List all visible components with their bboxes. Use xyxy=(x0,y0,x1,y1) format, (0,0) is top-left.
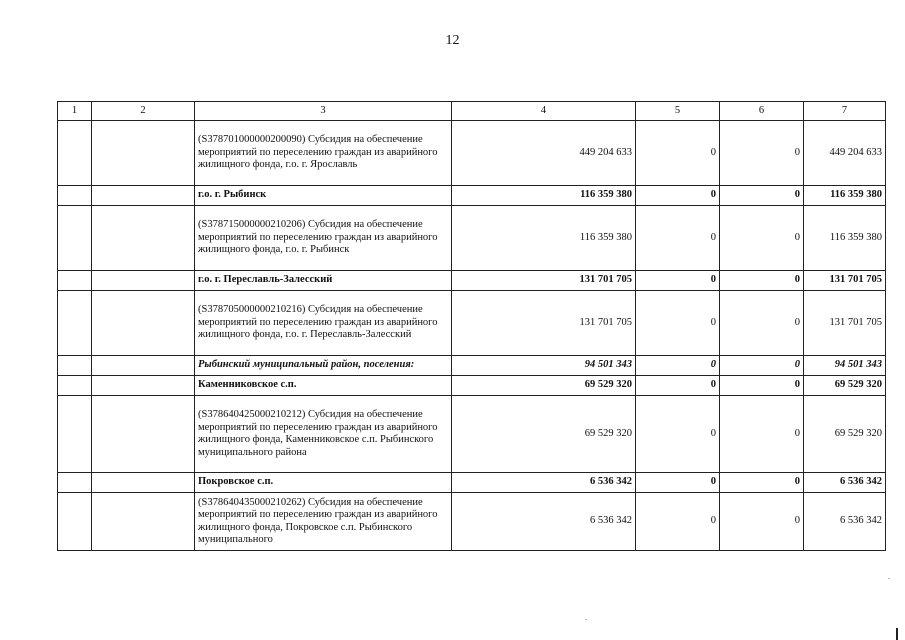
value-col4: 94 501 343 xyxy=(452,356,636,376)
row-code-cell xyxy=(92,121,195,186)
value-col5: 0 xyxy=(636,291,720,356)
value-col7: 6 536 342 xyxy=(804,493,886,551)
row-code-cell xyxy=(92,376,195,396)
value-col5: 0 xyxy=(636,121,720,186)
row-code-cell xyxy=(58,291,92,356)
row-code-cell xyxy=(58,493,92,551)
table-row xyxy=(58,396,886,473)
value-col5: 0 xyxy=(636,493,720,551)
value-col7: 69 529 320 xyxy=(804,376,886,396)
row-code-cell xyxy=(58,186,92,206)
value-col4: 6 536 342 xyxy=(452,493,636,551)
row-code-cell xyxy=(92,291,195,356)
value-col7: 6 536 342 xyxy=(804,473,886,493)
value-col6: 0 xyxy=(720,121,804,186)
scan-speck xyxy=(585,619,587,620)
row-code-cell xyxy=(58,271,92,291)
row-code-cell xyxy=(92,356,195,376)
row-code-cell xyxy=(92,473,195,493)
value-col5: 0 xyxy=(636,186,720,206)
row-code-cell xyxy=(58,356,92,376)
table-row xyxy=(58,291,886,356)
value-col6: 0 xyxy=(720,291,804,356)
table-row xyxy=(58,356,886,376)
value-col6: 0 xyxy=(720,271,804,291)
row-code-cell xyxy=(92,186,195,206)
header-cell: 5 xyxy=(636,102,720,121)
table-row xyxy=(58,493,886,551)
value-col7: 94 501 343 xyxy=(804,356,886,376)
table-row xyxy=(58,473,886,493)
row-name: (S378705000000210216) Субсидия на обеспечение мероприятий по переселению граждан из аварийного жилищного фонда, г.о. г. Переславль-Залесский xyxy=(195,291,452,356)
value-col4: 116 359 380 xyxy=(452,206,636,271)
value-col7: 116 359 380 xyxy=(804,206,886,271)
header-cell: 2 xyxy=(92,102,195,121)
header-row xyxy=(58,102,886,121)
page-number: 12 xyxy=(445,33,460,48)
value-col7: 116 359 380 xyxy=(804,186,886,206)
table-row xyxy=(58,186,886,206)
row-code-cell xyxy=(58,396,92,473)
value-col6: 0 xyxy=(720,396,804,473)
value-col7: 131 701 705 xyxy=(804,291,886,356)
value-col6: 0 xyxy=(720,493,804,551)
header-cell: 4 xyxy=(452,102,636,121)
value-col4: 131 701 705 xyxy=(452,271,636,291)
value-col5: 0 xyxy=(636,271,720,291)
row-name: (S378640425000210212) Субсидия на обеспечение мероприятий по переселению граждан из аварийного жилищного фонда, Каменниковское с.п. Рыбинского муниципального района xyxy=(195,396,452,473)
scan-edge-mark xyxy=(896,628,898,640)
value-col5: 0 xyxy=(636,356,720,376)
row-name: (S378715000000210206) Субсидия на обеспечение мероприятий по переселению граждан из аварийного жилищного фонда, г.о. г. Рыбинск xyxy=(195,206,452,271)
table-row xyxy=(58,206,886,271)
row-name: (S378701000000200090) Субсидия на обеспечение мероприятий по переселению граждан из аварийного жилищного фонда, г.о. г. Ярославль xyxy=(195,121,452,186)
value-col5: 0 xyxy=(636,206,720,271)
value-col4: 131 701 705 xyxy=(452,291,636,356)
table-row xyxy=(58,271,886,291)
value-col7: 449 204 633 xyxy=(804,121,886,186)
table-row xyxy=(58,121,886,186)
row-code-cell xyxy=(92,271,195,291)
row-code-cell xyxy=(58,376,92,396)
row-name: Рыбинский муниципальный район, поселения: xyxy=(195,356,452,376)
value-col5: 0 xyxy=(636,473,720,493)
row-name: Каменниковское с.п. xyxy=(195,376,452,396)
row-name: г.о. г. Переславль-Залесский xyxy=(195,271,452,291)
value-col6: 0 xyxy=(720,186,804,206)
row-code-cell xyxy=(92,396,195,473)
row-code-cell xyxy=(58,121,92,186)
value-col7: 131 701 705 xyxy=(804,271,886,291)
value-col4: 69 529 320 xyxy=(452,376,636,396)
value-col4: 116 359 380 xyxy=(452,186,636,206)
scan-speck xyxy=(888,578,890,579)
row-name: Покровское с.п. xyxy=(195,473,452,493)
header-cell: 6 xyxy=(720,102,804,121)
value-col6: 0 xyxy=(720,376,804,396)
row-name: г.о. г. Рыбинск xyxy=(195,186,452,206)
row-code-cell xyxy=(92,206,195,271)
budget-table xyxy=(57,101,886,551)
value-col4: 449 204 633 xyxy=(452,121,636,186)
value-col5: 0 xyxy=(636,376,720,396)
value-col4: 69 529 320 xyxy=(452,396,636,473)
value-col6: 0 xyxy=(720,356,804,376)
table-row xyxy=(58,376,886,396)
value-col6: 0 xyxy=(720,206,804,271)
value-col4: 6 536 342 xyxy=(452,473,636,493)
header-cell: 3 xyxy=(195,102,452,121)
value-col6: 0 xyxy=(720,473,804,493)
row-name: (S378640435000210262) Субсидия на обеспечение мероприятий по переселению граждан из аварийного жилищного фонда, Покровское с.п. Рыбинского муниципального xyxy=(195,493,452,551)
header-cell: 7 xyxy=(804,102,886,121)
row-code-cell xyxy=(92,493,195,551)
header-cell: 1 xyxy=(58,102,92,121)
row-code-cell xyxy=(58,473,92,493)
value-col7: 69 529 320 xyxy=(804,396,886,473)
row-code-cell xyxy=(58,206,92,271)
value-col5: 0 xyxy=(636,396,720,473)
